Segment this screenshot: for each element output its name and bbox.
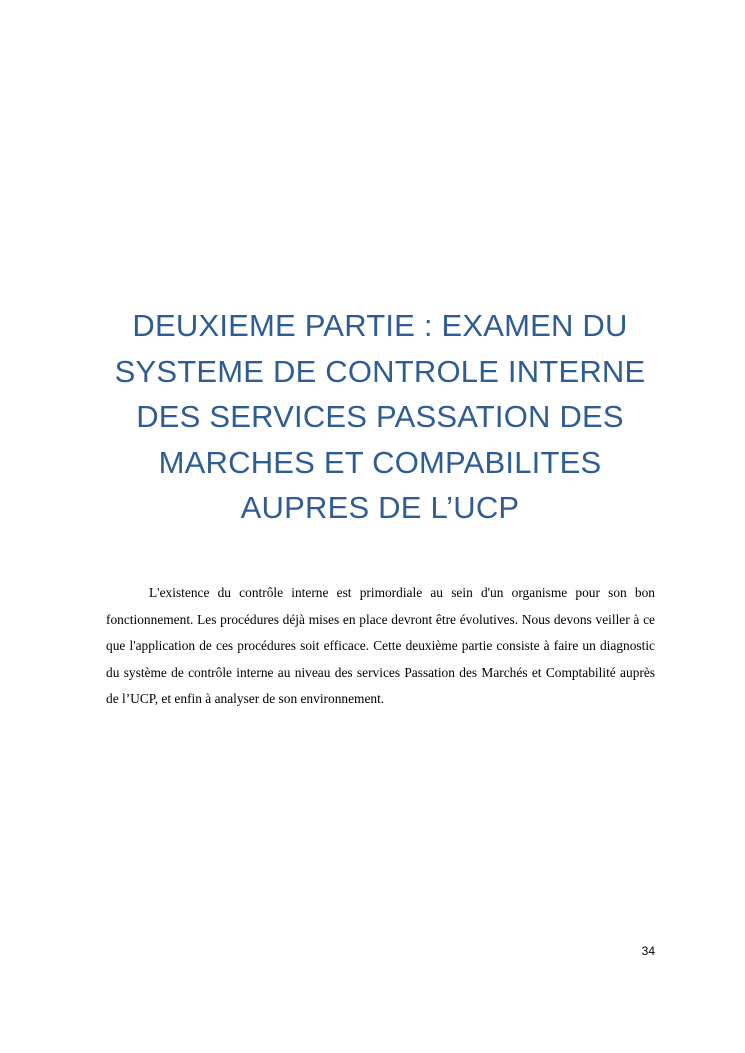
title-line-1: DEUXIEME PARTIE : EXAMEN DU <box>132 308 628 343</box>
title-line-2: SYSTEME DE CONTROLE INTERNE <box>114 353 646 389</box>
title-line-5: AUPRES DE L’UCP <box>240 490 520 525</box>
title-line-4: MARCHES ET COMPABILITES <box>158 444 602 480</box>
intro-paragraph: L'existence du contrôle interne est primordiale au sein d'un organisme pour son bon fonctionnement. Les procédures déjà mises en place devront être évolutives. Nous devons veiller à ce que l'application de ces procédures soit efficace. Cette deuxième partie consiste à faire un diagnostic du système de contrôle interne au niveau des services Passation des Marchés et Comptabilité auprès de l’UCP, et enfin à analyser de son environnement. <box>106 585 655 706</box>
page-number: 34 <box>641 944 655 958</box>
section-title <box>90 303 670 531</box>
title-line-3: DES SERVICES PASSATION DES <box>136 399 624 434</box>
